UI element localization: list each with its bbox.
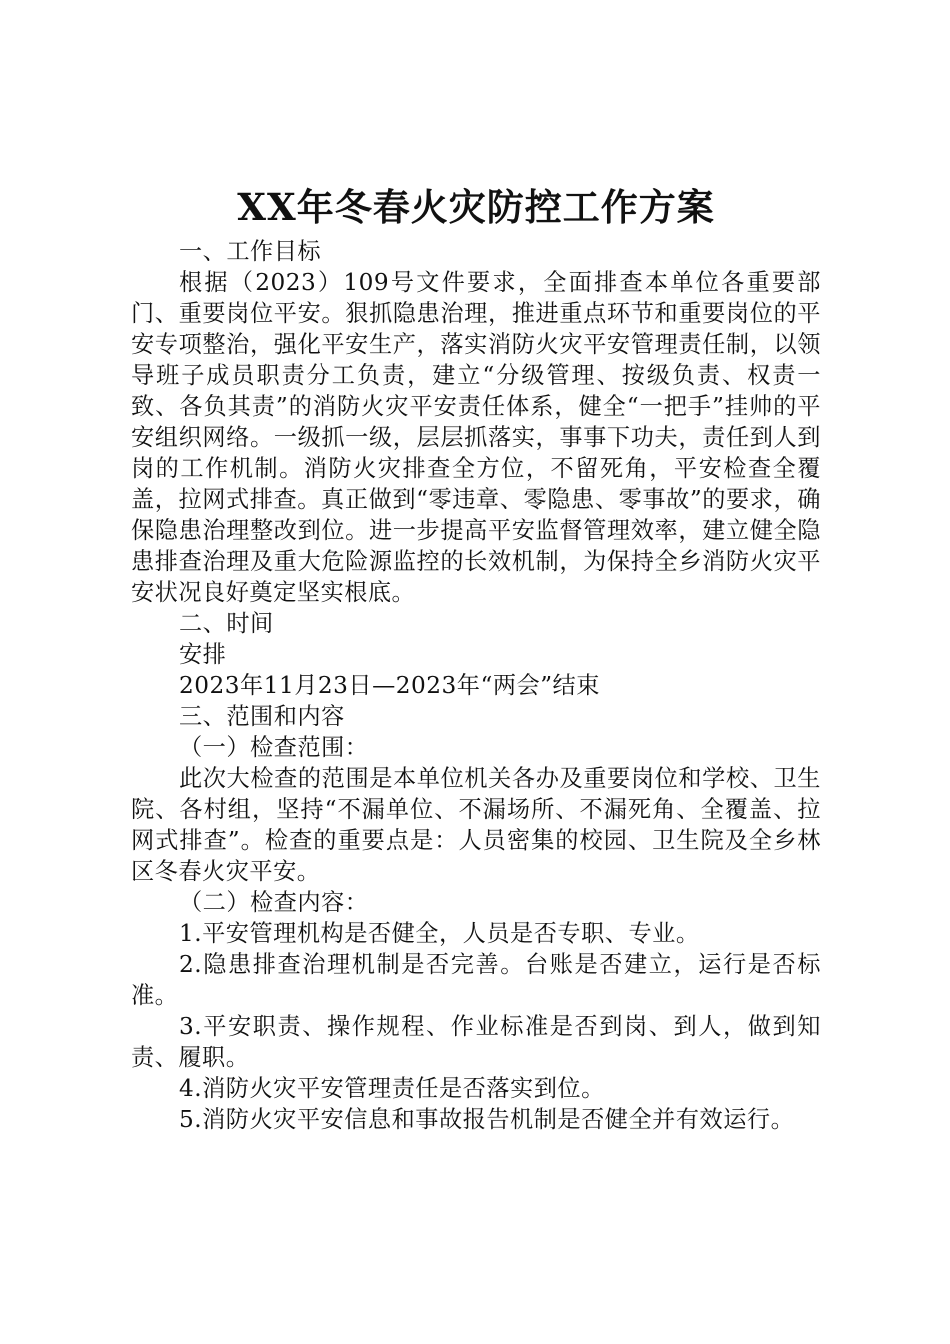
heading-time: 二、时间 — [179, 610, 274, 637]
document-page — [131, 178, 821, 1135]
list-item: 5.消防火灾平安信息和事故报告机制是否健全并有效运行。 — [179, 1106, 795, 1133]
list-item: 3.平安职责、操作规程、作业标准是否到岗、到人，做到知责、履职。 — [131, 1013, 821, 1071]
paragraph-scope-body: 此次大检查的范围是本单位机关各办及重要岗位和学校、卫生院、各村组，坚持“不漏单位、不漏场所、不漏死角、全覆盖、拉网式排查”。检查的重要点是：人员密集的校园、卫生院及全乡林区冬春火灾平安。 — [131, 765, 821, 885]
heading-work-goal: 一、工作目标 — [179, 238, 322, 265]
document-title: XX年冬春火灾防控工作方案 — [237, 185, 715, 229]
paragraph-arrangement: 安排 — [179, 641, 227, 668]
paragraph-date-range: 2023年11月23日—2023年“两会”结束 — [179, 672, 600, 699]
paragraph-work-goal-body: 根据（2023）109号文件要求，全面排查本单位各重要部门、重要岗位平安。狠抓隐患治理，推进重点环节和重要岗位的平安专项整治，强化平安生产，落实消防火灾平安管理责任制，以领导班子成员职责分工负责，建立“分级管理、按级负责、权责一致、各负其责”的消防火灾平安责任体系，健全“一把手”挂帅的平安组织网络。一级抓一级，层层抓落实，事事下功夫，责任到人到岗的工作机制。消防火灾排查全方位，不留死角，平安检查全覆盖，拉网式排查。真正做到“零违章、零隐患、零事故”的要求，确保隐患治理整改到位。进一步提高平安监督管理效率，建立健全隐患排查治理及重大危险源监控的长效机制，为保持全乡消防火灾平安状况良好奠定坚实根底。 — [131, 269, 821, 606]
list-item: 4.消防火灾平安管理责任是否落实到位。 — [179, 1075, 605, 1102]
heading-scope-content: 三、范围和内容 — [179, 703, 345, 730]
list-item: 2.隐患排查治理机制是否完善。台账是否建立，运行是否标准。 — [131, 951, 821, 1009]
list-item: 1.平安管理机构是否健全，人员是否专职、专业。 — [179, 920, 700, 947]
subheading-inspection-scope: （一）检查范围： — [179, 734, 369, 761]
subheading-inspection-content: （二）检查内容： — [179, 889, 369, 916]
